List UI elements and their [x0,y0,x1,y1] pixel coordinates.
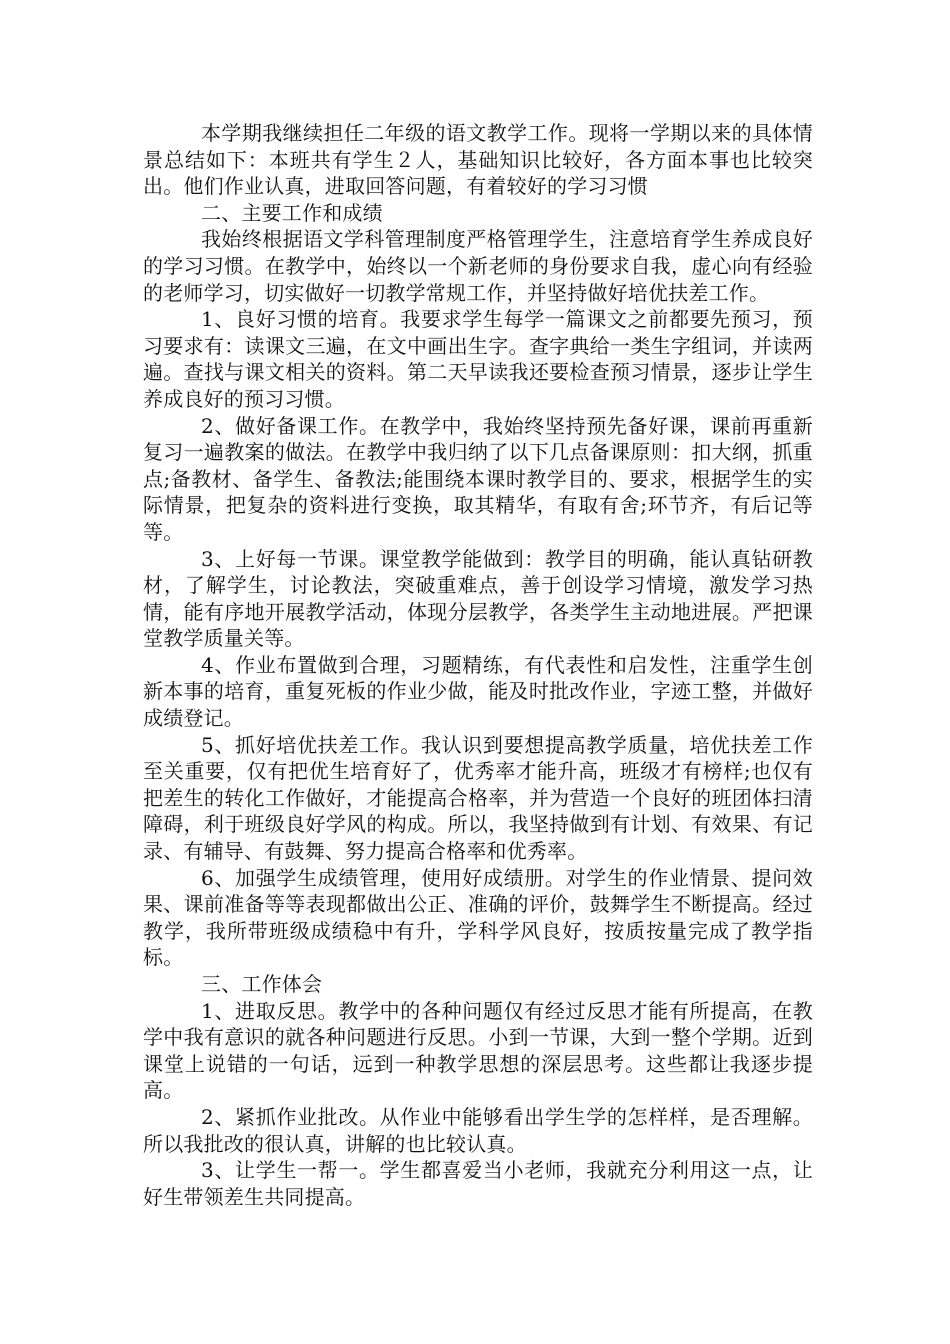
paragraph-experience-2: 2、紧抓作业批改。从作业中能够看出学生学的怎样样，是否理解。所以我批改的很认真，讲解的也比较认真。 [143,1104,813,1156]
paragraph-experience-1: 1、进取反思。教学中的各种问题仅有经过反思才能有所提高，在教学中我有意识的就各种问题进行反思。小到一节课，大到一整个学期。近到课堂上说错的一句话，远到一种教学思想的深层思考。这些都让我逐步提高。 [143,998,813,1103]
paragraph-item-1: 1、良好习惯的培育。我要求学生每学一篇课文之前都要先预习，预习要求有：读课文三遍，在文中画出生字。查字典给一类生字组词，并读两遍。查找与课文相关的资料。第二天早读我还要检查预习情景，逐步让学生养成良好的预习习惯。 [143,307,813,411]
paragraph-item-5: 5、抓好培优扶差工作。我认识到要想提高教学质量，培优扶差工作至关重要，仅有把优生培育好了，优秀率才能升高，班级才有榜样;也仅有把差生的转化工作做好，才能提高合格率，并为营造一个良好的班团体扫清障碍，利于班级良好学风的构成。所以，我坚持做到有计划、有效果、有记录、有辅导、有鼓舞、努力提高合格率和优秀率。 [143,732,813,864]
paragraph-item-4: 4、作业布置做到合理，习题精练，有代表性和启发性，注重学生创新本事的培育，重复死板的作业少做，能及时批改作业，字迹工整，并做好成绩登记。 [143,652,813,731]
intro-paragraph: 本学期我继续担任二年级的语文教学工作。现将一学期以来的具体情景总结如下：本班共有学生２人，基础知识比较好，各方面本事也比较突出。他们作业认真，进取回答问题，有着较好的学习习惯 [143,121,813,199]
section-heading-experience: 三、工作体会 [201,972,323,996]
paragraph-item-2: 2、做好备课工作。在教学中，我始终坚持预先备好课，课前再重新复习一遍教案的做法。在教学中我归纳了以下几点备课原则：扣大纲，抓重点;备教材、备学生、备教法;能围绕本课时教学目的、要求，根据学生的实际情景，把复杂的资料进行变换，取其精华，有取有舍;环节齐，有后记等等。 [143,413,813,544]
paragraph-item-3: 3、上好每一节课。课堂教学能做到：教学目的明确，能认真钻研教材，了解学生，讨论教法，突破重难点，善于创设学习情境，激发学习热情，能有序地开展教学活动，体现分层教学，各类学生主动地进展。严把课堂教学质量关等。 [143,546,813,651]
document-body [143,120,813,1210]
paragraph-item-6: 6、加强学生成绩管理，使用好成绩册。对学生的作业情景、提问效果、课前准备等等表现都做出公正、准确的评价，鼓舞学生不断提高。经过教学，我所带班级成绩稳中有升，学科学风良好，按质按量完成了教学指标。 [143,865,813,970]
section-heading-main-work: 二、主要工作和成绩 [201,200,383,225]
paragraph-management: 我始终根据语文学科管理制度严格管理学生，注意培育学生养成良好的学习习惯。在教学中，始终以一个新老师的身份要求自我，虚心向有经验的老师学习，切实做好一切教学常规工作，并坚持做好培优扶差工作。 [143,227,813,305]
paragraph-experience-3: 3、让学生一帮一。学生都喜爱当小老师，我就充分利用这一点，让好生带领差生共同提高。 [143,1158,813,1209]
